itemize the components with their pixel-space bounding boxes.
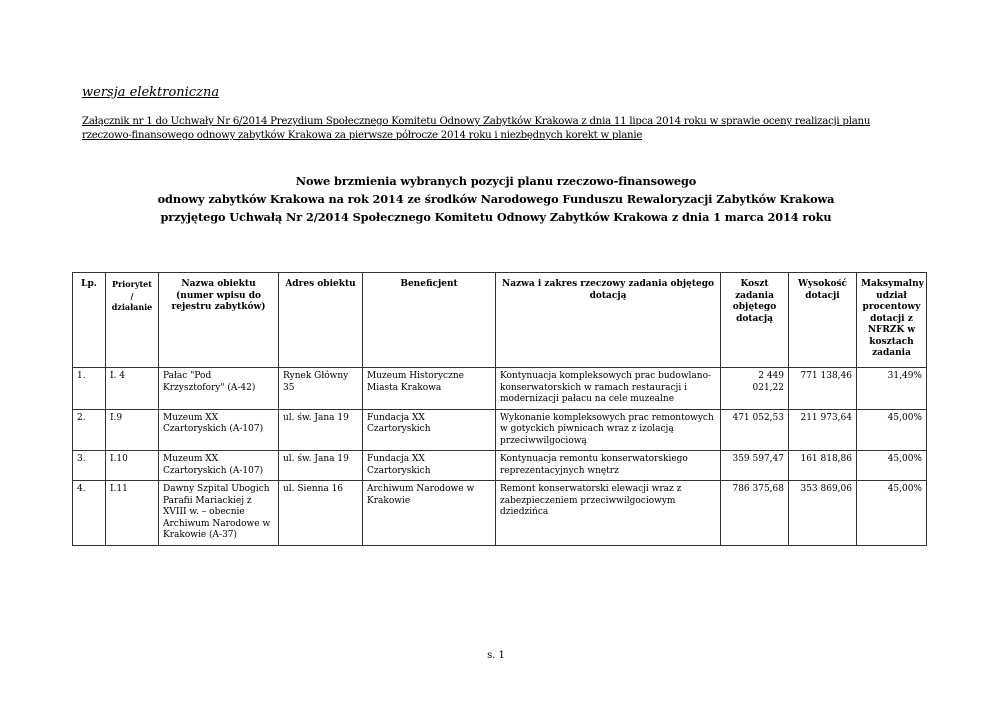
heading-line-3: przyjętego Uchwałą Nr 2/2014 Społecznego Komitetu Odnowy Zabytków Krakowa z dnia 1 marca 2014 roku <box>160 210 832 224</box>
cell-beneficiary: Muzeum Historyczne Miasta Krakowa <box>363 368 496 410</box>
cell-share: 45,00% <box>857 409 927 451</box>
table-header-row <box>73 273 927 368</box>
cell-lp: 4. <box>73 481 106 546</box>
cell-grant: 353 869,06 <box>789 481 857 546</box>
cell-share: 31,49% <box>857 368 927 410</box>
cell-cost: 359 597,47 <box>721 451 789 481</box>
cell-task: Kontynuacja kompleksowych prac budowlano-konserwatorskich w ramach restauracji i modernizacji pałacu na cele muzealne <box>496 368 721 410</box>
cell-priority: I. 4 <box>106 368 159 410</box>
table-row <box>73 451 927 481</box>
cell-grant: 771 138,46 <box>789 368 857 410</box>
header-priority: Priorytet / działanie <box>106 273 159 368</box>
cell-name: Muzeum XX Czartoryskich (A-107) <box>159 409 279 451</box>
cell-task: Wykonanie kompleksowych prac remontowych w gotyckich piwnicach wraz z izolacją przeciwwilgociową <box>496 409 721 451</box>
cell-beneficiary: Fundacja XX Czartoryskich <box>363 451 496 481</box>
header-name: Nazwa obiektu (numer wpisu do rejestru zabytków) <box>159 273 279 368</box>
heading-line-2: odnowy zabytków Krakowa na rok 2014 ze środków Narodowego Funduszu Rewaloryzacji Zabytków Krakowa <box>157 192 835 206</box>
cell-priority: I.9 <box>106 409 159 451</box>
header-lp: Lp. <box>73 273 106 368</box>
version-label: wersja elektroniczna <box>82 85 220 100</box>
table-row <box>73 409 927 451</box>
annex-reference: Załącznik nr 1 do Uchwały Nr 6/2014 Prezydium Społecznego Komitetu Odnowy Zabytków Krakowa z dnia 11 lipca 2014 roku w sprawie oceny realizacji planu rzeczowo-finansowego odnowy zabytków Krakowa za pierwsze półrocze 2014 roku i niezbędnych korekt w planie <box>82 116 871 141</box>
cell-lp: 3. <box>73 451 106 481</box>
cell-task: Remont konserwatorski elewacji wraz z zabezpieczeniem przeciwwilgociowym dziedzińca <box>496 481 721 546</box>
cell-priority: I.11 <box>106 481 159 546</box>
table-row <box>73 481 927 546</box>
header-share: Maksymalny udział procentowy dotacji z NFRZK w kosztach zadania <box>857 273 927 368</box>
cell-grant: 211 973,64 <box>789 409 857 451</box>
cell-name: Pałac "Pod Krzysztofory" (A-42) <box>159 368 279 410</box>
header-address: Adres obiektu <box>279 273 363 368</box>
cell-task: Kontynuacja remontu konserwatorskiego reprezentacyjnych wnętrz <box>496 451 721 481</box>
cell-address: ul. św. Jana 19 <box>279 451 363 481</box>
heading-line-1: Nowe brzmienia wybranych pozycji planu rzeczowo-finansowego <box>295 174 697 188</box>
plan-table <box>72 272 927 546</box>
cell-priority: I.10 <box>106 451 159 481</box>
header-cost: Koszt zadania objętego dotacją <box>721 273 789 368</box>
cell-share: 45,00% <box>857 451 927 481</box>
cell-name: Muzeum XX Czartoryskich (A-107) <box>159 451 279 481</box>
cell-beneficiary: Fundacja XX Czartoryskich <box>363 409 496 451</box>
header-grant: Wysokość dotacji <box>789 273 857 368</box>
cell-beneficiary: Archiwum Narodowe w Krakowie <box>363 481 496 546</box>
page-number: s. 1 <box>487 650 505 661</box>
cell-share: 45,00% <box>857 481 927 546</box>
header-beneficiary: Beneficjent <box>363 273 496 368</box>
cell-cost: 471 052,53 <box>721 409 789 451</box>
cell-name: Dawny Szpital Ubogich Parafii Mariackiej z XVIII w. – obecnie Archiwum Narodowe w Krakowie (A-37) <box>159 481 279 546</box>
cell-lp: 1. <box>73 368 106 410</box>
cell-address: Rynek Główny 35 <box>279 368 363 410</box>
table-row <box>73 368 927 410</box>
header-task: Nazwa i zakres rzeczowy zadania objętego dotacją <box>496 273 721 368</box>
cell-lp: 2. <box>73 409 106 451</box>
cell-cost: 2 449 021,22 <box>721 368 789 410</box>
cell-cost: 786 375,68 <box>721 481 789 546</box>
cell-address: ul. Sienna 16 <box>279 481 363 546</box>
cell-address: ul. św. Jana 19 <box>279 409 363 451</box>
document-heading <box>82 172 910 226</box>
cell-grant: 161 818,86 <box>789 451 857 481</box>
